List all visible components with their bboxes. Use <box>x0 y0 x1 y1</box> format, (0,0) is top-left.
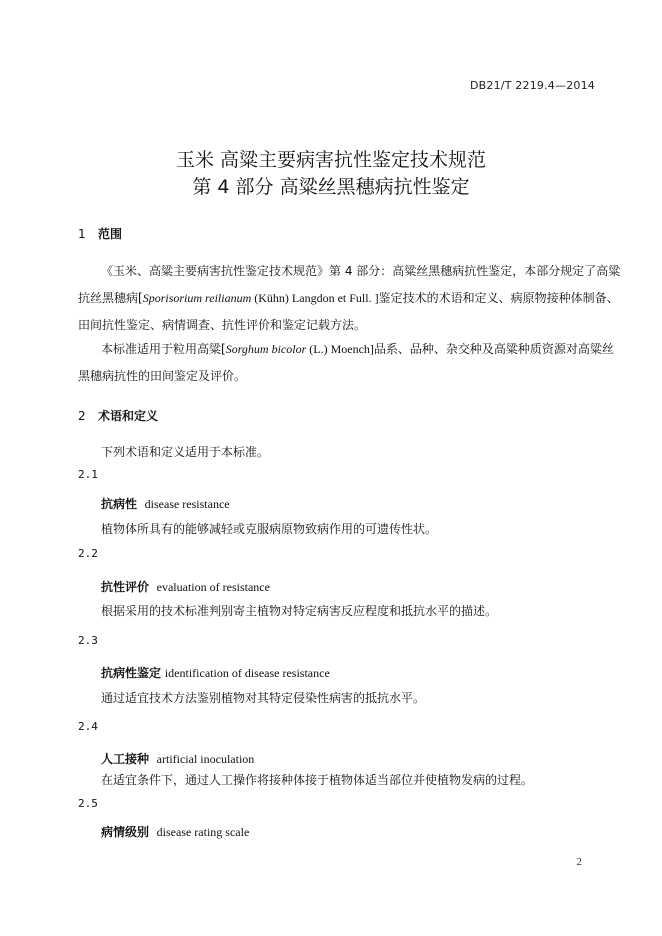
term-heading: 抗性评价 evaluation of resistance <box>101 580 270 594</box>
section-title: 术语和定义 <box>98 409 159 423</box>
document-title: 玉米 高粱主要病害抗性鉴定技术规范 <box>175 149 487 171</box>
term-heading: 人工接种 artificial inoculation <box>101 752 255 766</box>
term-heading: 病情级别 disease rating scale <box>101 825 250 839</box>
term-definition: 根据采用的技术标准判别寄主植物对特定病害反应程度和抵抗水平的描述。 <box>101 604 498 618</box>
paragraph-line: 田间抗性鉴定、病情调查、抗性评价和鉴定记载方法。 <box>78 318 367 332</box>
paragraph-line: 黑穗病抗性的田间鉴定及评价。 <box>78 369 247 383</box>
paragraph-line: 本标准适用于粒用高粱[Sorghum bicolor (L.) Moench]品系、品种、杂交种及高粱种质资源对高粱丝 <box>101 342 614 356</box>
clause-number: 2.4 <box>78 720 98 733</box>
section-number: 1 <box>78 227 86 241</box>
term-heading: 抗病性鉴定 identification of disease resistance <box>101 666 330 680</box>
section-number: 2 <box>78 409 86 423</box>
clause-number: 2.5 <box>78 797 98 810</box>
paragraph-line: 抗丝黑穗病[Sporisorium reilianum (Kühn) Langdon et Full. ]鉴定技术的术语和定义、病原物接种体制备、 <box>78 291 619 305</box>
term-definition: 在适宜条件下，通过人工操作将接种体接于植物体适当部位并使植物发病的过程。 <box>101 773 534 787</box>
clause-number: 2.3 <box>78 634 98 647</box>
section-title: 范围 <box>98 227 123 241</box>
term-definition: 植物体所具有的能够减轻或克服病原物致病作用的可遗传性状。 <box>101 522 438 536</box>
document-subtitle: 第 4 部分 高粱丝黑穗病抗性鉴定 <box>192 176 470 198</box>
section-intro: 下列术语和定义适用于本标准。 <box>101 445 270 459</box>
term-heading: 抗病性 disease resistance <box>101 497 230 511</box>
paragraph-line: 《玉米、高粱主要病害抗性鉴定技术规范》第 4 部分：高粱丝黑穗病抗性鉴定，本部分规定了高粱 <box>101 264 621 278</box>
page-number: 2 <box>576 856 582 868</box>
section-1-heading <box>78 225 122 242</box>
term-definition: 通过适宜技术方法鉴别植物对其特定侵染性病害的抵抗水平。 <box>101 691 426 705</box>
section-2-heading <box>78 407 158 424</box>
clause-number: 2.1 <box>78 468 98 481</box>
document-code: DB21/T 2219.4—2014 <box>469 79 595 92</box>
clause-number: 2.2 <box>78 547 98 560</box>
